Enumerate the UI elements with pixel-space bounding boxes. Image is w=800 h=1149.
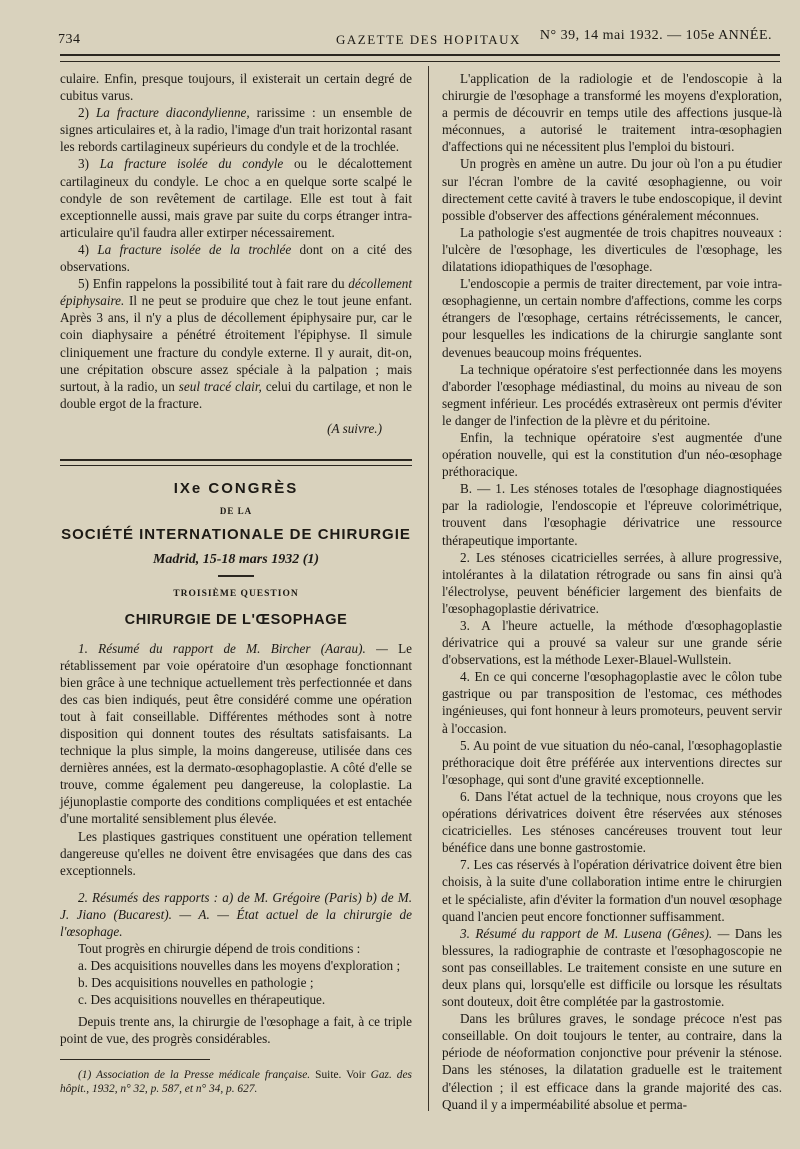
list-item: 3. A l'heure actuelle, la méthode d'œsophagoplastie dérivatrice qui a prouvé sa valeur sur une grande série d'observations, est la méthode Lexer-Blauel-Wullstein. <box>442 618 782 668</box>
question-subject: CHIRURGIE DE L'ŒSOPHAGE <box>124 612 348 629</box>
page-number: 734 <box>58 32 81 47</box>
congress-dates: Madrid, 15-18 mars 1932 (1) <box>152 552 320 568</box>
column-divider <box>428 66 429 1111</box>
congress-title: IXe CONGRÈS <box>173 479 299 497</box>
paragraph: Tout progrès en chirurgie dépend de trois conditions : <box>78 941 361 957</box>
left-column <box>60 70 412 1096</box>
paragraph: L'application de la radiologie et de l'endoscopie à la chirurgie de l'œsophage a transformé les moyens d'exploration, a permis de découvrir en temps utile des affections jusque-là méconnues, a autorisé le traitement intra-œsophagien d'affections qui ne nécessitent plus l'emploi du bistouri. <box>442 71 782 155</box>
paragraph: 3) La fracture isolée du condyle ou le décalottement cartilagineux du condyle. Le choc a en quelque sorte scalpé le condyle de son revêtement de cartilage. Elle est tout à fait exceptionnelle aussi, mais grave par suite du corps étranger intra-articulaire qu'il faudra aller extirper nécessairement. <box>60 156 413 240</box>
paragraph: L'endoscopie a permis de traiter directement, par voie intra-œsophagienne, un certain nombre d'affections, comme les corps étrangers de l'œsophage, certains rétrécissements, le cancer, pour lesquelles les indications de la chirurgie sanglante sont devenues beaucoup moins fréquentes. <box>442 276 782 360</box>
paragraph: 4) La fracture isolée de la trochlée dont on a cité des observations. <box>60 241 412 275</box>
question-label: TROISIÈME QUESTION <box>173 589 299 600</box>
paragraph: 2. Résumés des rapports : a) de M. Grégoire (Paris) b) de M. J. Jiano (Bucarest). — A. — État actuel de la chirurgie de l'œsophage. <box>60 889 412 940</box>
paragraph: La pathologie s'est augmentée de trois chapitres nouveaux : l'ulcère de l'œsophage, les diverticules de l'œsophage, les dilatations idiopathiques de l'œsophage. <box>442 224 782 275</box>
list-item: 2. Les sténoses cicatricielles serrées, à allure progressive, intolérantes à la dilatation rétrograde ou sans fin ainsi qu'à l'électrolyse, peuvent bénéficier largement des bienfaits de l'œsophagoplastie dérivatrice. <box>442 549 782 616</box>
paragraph: 1. Résumé du rapport de M. Bircher (Aarau). — Le rétablissement par voie opératoire d'un œsophage fonctionnant bien grâce à une technique actuellement très perfectionnée et dans des cas bien indiqués, peut être considéré comme une opération tout à fait conseillable. Différentes méthodes sont à notre disposition qui donnent toutes des résultats satisfaisants. La technique la plus simple, la moins dangereuse, utilisée dans ces dernières années, est la dermato-œsophagoplastie. A côté d'elle se trouve, comme également peu dangereuse, la coloplastie. La jéjunoplastie comporte des conditions compliquées et est entachée d'une mortalité sensiblement plus élevée. <box>60 640 412 827</box>
list-item: c. Des acquisitions nouvelles en thérapeutique. <box>78 992 326 1008</box>
paragraph: 3. Résumé du rapport de M. Lusena (Gênes). — Dans les blessures, la radiographie de contraste et l'œsophagoscopie ne sont pas conseillables. Le traitement consiste en une suture en deux plans qui, lorsqu'elle est difficile ou lorsque les résultats sont douteux, doit être complétée par la gastrostomie. <box>442 925 783 1010</box>
footnote: (1) Association de la Presse médicale française. Suite. Voir Gaz. des hôpit., 1932, n° 32, p. 587, et n° 34, p. 627. <box>60 1068 412 1095</box>
society-name: SOCIÉTÉ INTERNATIONALE DE CHIRURGIE <box>61 526 411 544</box>
paragraph: Un progrès en amène un autre. Du jour où l'on a pu étudier sur l'écran l'ombre de la cavité œsophagienne, ou voir directement cette cavité à travers le tube endoscopique, il devint possible d'observer des affections généralement méconnues. <box>442 156 782 223</box>
paragraph: culaire. Enfin, presque toujours, il existerait un certain degré de cubitus varus. <box>60 71 412 104</box>
paragraph: Les plastiques gastriques constituent une opération tellement dangereuse qu'elles ne doivent être envisagées que dans des cas exceptionnels. <box>60 828 412 878</box>
list-item: 6. Dans l'état actuel de la technique, nous croyons que les opérations dérivatrices doivent être réservées aux sténoses cicatricielles. Les sténoses cancéreuses trouvent tout leur bénéfice dans une bonne gastrostomie. <box>442 788 782 856</box>
paragraph: Depuis trente ans, la chirurgie de l'œsophage a fait, à ce triple point de vue, des progrès considérables. <box>60 1013 412 1046</box>
paragraph: Enfin, la technique opératoire s'est augmentée d'une opération nouvelle, qui est la constitution d'un néo-œsophage préthoracique. <box>442 429 782 480</box>
page-header <box>58 28 780 50</box>
list-item: b. Des acquisitions nouvelles en pathologie ; <box>78 975 314 991</box>
paragraph: La technique opératoire s'est perfectionnée dans les moyens d'aborder l'œsophage médiastinal, du moins au niveau de son segment inférieur. Les procédés extrasèreux ont permis d'éviter le danger de l'infection de la plèvre et du péritoine. <box>442 361 782 428</box>
list-item: a. Des acquisitions nouvelles dans les moyens d'exploration ; <box>78 958 401 974</box>
list-item: 4. En ce qui concerne l'œsophagoplastie avec le côlon tube gastrique ou par transposition de l'estomac, ces méthodes ingénieuses, qui font honneur à leurs promoteurs, peuvent servir à l'occasion. <box>442 669 782 736</box>
section-rule <box>60 459 412 466</box>
header-rule <box>60 54 780 62</box>
paragraph: Dans les brûlures graves, le sondage précoce n'est pas conseillable. On doit toujours le tenter, au contraire, dans la période de néoformation conjonctive pour prévenir la sténose. Dans les sténoses, la dilatation graduelle est le traitement d'élection ; il est efficace dans la grande majorité des cas. Quand il y a imperméabilité absolue et perma- <box>442 1011 782 1112</box>
congress-de-la: DE LA <box>219 506 253 517</box>
paragraph: 5) Enfin rappelons la possibilité tout à fait rare du décollement épiphysaire. Il ne peut se produire que chez le tout jeune enfant. Après 3 ans, il n'y a plus de décollement épiphysaire pur, car le coin diaphysaire a pénétré étroitement l'épiphyse. Il simule cliniquement une fracture du condyle externe. Il y aurait, dit-on, une crépitation obscure assez spéciale à la palpation ; mais surtout, à la radio, un seul tracé clair, celui du cartilage, et non le double ergot de la fracture. <box>60 276 413 411</box>
issue-info: N° 39, 14 mai 1932. — 105e ANNÉE. <box>539 28 772 43</box>
short-rule <box>218 575 254 577</box>
paragraph: B. — 1. Les sténoses totales de l'œsophage diagnostiquées par la radiologie, l'endoscopie et l'épreuve colorimétrique, trouvent dans l'œsophagie dérivatrice une ressource thérapeutique importante. <box>442 481 782 548</box>
list-item: 5. Au point de vue situation du néo-canal, l'œsophagoplastie préthoracique doit être préférée aux interventions directes sur l'œsophage, qui sont d'une gravité exceptionnelle. <box>442 737 782 787</box>
right-column <box>442 70 782 1113</box>
footnote-rule <box>60 1059 210 1060</box>
journal-title: GAZETTE DES HOPITAUX <box>336 32 521 47</box>
a-suivre: (A suivre.) <box>327 420 382 436</box>
list-item: 7. Les cas réservés à l'opération dérivatrice doivent être bien choisis, à la suite d'une collaboration intime entre le chirurgien et le spécialiste, afin d'éviter la formation d'un nouvel œsophage quand l'ancien peut encore fonctionner suffisamment. <box>442 857 782 924</box>
paragraph: 2) La fracture diacondylienne, rarissime : un ensemble de signes articulaires et, à la radio, l'image d'un trait horizontal rasant les rebords cartilagineux supérieurs du condyle et de la trochlée. <box>60 105 412 155</box>
